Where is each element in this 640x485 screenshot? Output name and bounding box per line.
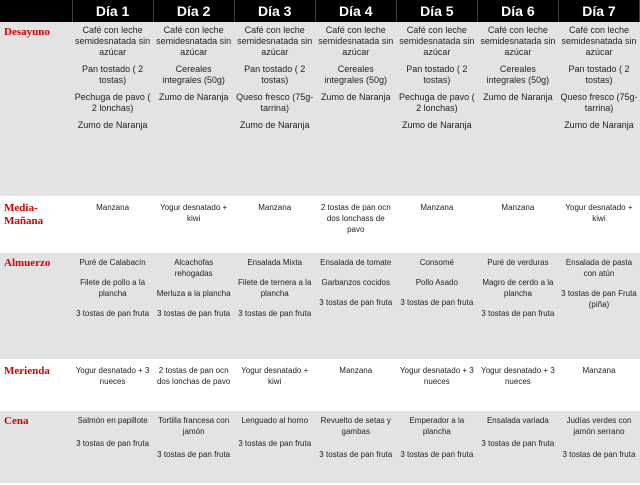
food-item: Manzana — [96, 203, 130, 212]
food-item: 3 tostas de pan fruta — [157, 309, 231, 318]
food-item: 3 tostas de pan fruta — [319, 450, 393, 459]
food-item: Yogur desnatado + 3 nueces — [481, 366, 555, 386]
meal-cell-day-3 — [234, 22, 315, 197]
meal-label: Cena — [0, 410, 72, 484]
food-item: Puré de verduras — [487, 258, 549, 267]
meal-cell-day-3 — [234, 197, 315, 252]
food-item: Pan tostado ( 2 tostas) — [82, 64, 144, 85]
food-item: Manzana — [420, 203, 454, 212]
meal-cell-day-2 — [153, 22, 234, 197]
food-item: 3 tostas de pan fruta — [562, 450, 636, 459]
food-item: Pechuga de pavo ( 2 lonchas) — [399, 92, 475, 113]
food-item: 3 tostas de pan fruta — [319, 298, 393, 307]
food-item: Revuelto de setas y gambas — [320, 416, 391, 436]
meal-cell-day-7 — [558, 360, 639, 410]
food-item: Ensalada Mixta — [247, 258, 303, 267]
meal-cell-day-4 — [315, 197, 396, 252]
food-item: Cereales integrales (50g) — [486, 64, 550, 85]
day-header-6: Día 6 — [477, 0, 558, 22]
meal-label: Desayuno — [0, 22, 72, 197]
meal-cell-day-4 — [315, 360, 396, 410]
meal-cell-day-2 — [153, 410, 234, 484]
food-item: Zumo de Naranja — [564, 120, 634, 130]
header-row — [0, 0, 640, 22]
food-item: Café con leche semidesnatada sin azúcar — [156, 25, 232, 57]
meal-cell-day-6 — [477, 410, 558, 484]
food-item: Garbanzos cocidos — [321, 278, 390, 287]
food-item: Filete de pollo a la plancha — [80, 278, 146, 298]
day-header-3: Día 3 — [234, 0, 315, 22]
food-item: Cereales integrales (50g) — [324, 64, 388, 85]
meal-cell-day-5 — [396, 410, 477, 484]
food-item: 2 tostas de pan ocn dos lonchas de pavo — [156, 366, 231, 386]
meal-cell-day-1 — [72, 360, 153, 410]
food-item: Emperador a la plancha — [409, 416, 465, 436]
meal-cell-day-6 — [477, 360, 558, 410]
food-item: Yogur desnatado + kiwi — [160, 203, 228, 223]
food-item: Manzana — [582, 366, 616, 375]
food-item: 2 tostas de pan ocn dos lonchass de pavo — [320, 203, 391, 234]
meal-cell-day-1 — [72, 410, 153, 484]
meal-cell-day-7 — [558, 410, 639, 484]
food-item: Tortilla francesa con jamón — [158, 416, 230, 436]
food-item: Zumo de Naranja — [77, 120, 148, 130]
food-item: Puré de Calabacín — [79, 258, 146, 267]
food-item: Judías verdes con jamón serrano — [566, 416, 632, 436]
food-item: 3 tostas de pan fruta — [157, 450, 231, 459]
food-item: 3 tostas de pan fruta — [400, 298, 474, 307]
food-item: Queso fresco (75g- tarrina) — [560, 92, 638, 113]
meal-cell-day-5 — [396, 22, 477, 197]
food-item: Café con leche semidesnatada sin azúcar — [237, 25, 313, 57]
meal-cell-day-4 — [315, 22, 396, 197]
food-item: Yogur desnatado + 3 nueces — [75, 366, 150, 386]
food-item: Consomé — [419, 258, 454, 267]
food-item: Yogur desnatado + kiwi — [565, 203, 633, 223]
food-item: Manzana — [258, 203, 292, 212]
food-item: Pan tostado ( 2 tostas) — [406, 64, 468, 85]
food-item: Zumo de Naranja — [239, 120, 310, 130]
food-item: Queso fresco (75g- tarrina) — [236, 92, 314, 113]
food-item: Zumo de Naranja — [158, 92, 229, 102]
meal-cell-day-1 — [72, 22, 153, 197]
meal-cell-day-6 — [477, 252, 558, 360]
food-item: Pan tostado ( 2 tostas) — [568, 64, 630, 85]
day-header-2: Día 2 — [153, 0, 234, 22]
meal-row-desayuno — [0, 22, 640, 197]
meal-cell-day-2 — [153, 252, 234, 360]
day-header-7: Día 7 — [558, 0, 639, 22]
food-item: Cereales integrales (50g) — [162, 64, 225, 85]
meal-cell-day-3 — [234, 360, 315, 410]
food-item: Ensalada de tomate — [320, 258, 392, 267]
day-header-5: Día 5 — [396, 0, 477, 22]
food-item: Café con leche semidesnatada sin azúcar — [561, 25, 637, 57]
food-item: 3 tostas de pan fruta — [400, 450, 474, 459]
food-item: Yogur desnatado + kiwi — [241, 366, 309, 386]
meal-cell-day-5 — [396, 360, 477, 410]
meal-cell-day-4 — [315, 252, 396, 360]
food-item: Café con leche semidesnatada sin azúcar — [318, 25, 394, 57]
meal-row-merienda — [0, 360, 640, 410]
food-item: Ensalada variada — [486, 416, 549, 425]
corner-cell — [0, 0, 72, 22]
meal-row-media-mañana — [0, 197, 640, 252]
food-item: Zumo de Naranja — [320, 92, 391, 102]
meal-cell-day-7 — [558, 197, 639, 252]
food-item: Pan tostado ( 2 tostas) — [244, 64, 306, 85]
food-item: Manzana — [339, 366, 373, 375]
food-item: Merluza a la plancha — [156, 289, 231, 298]
meal-cell-day-1 — [72, 252, 153, 360]
meal-cell-day-5 — [396, 197, 477, 252]
food-item: Salmón en papillote — [77, 416, 148, 425]
meal-cell-day-4 — [315, 410, 396, 484]
food-item: Café con leche semidesnatada sin azúcar — [75, 25, 151, 57]
food-item: Pollo Asado — [415, 278, 458, 287]
meal-label: Media-Mañana — [0, 197, 72, 252]
meal-row-almuerzo — [0, 252, 640, 360]
meal-label: Almuerzo — [0, 252, 72, 360]
meal-cell-day-6 — [477, 22, 558, 197]
food-item: Filete de ternera a la plancha — [238, 278, 312, 298]
meal-cell-day-2 — [153, 360, 234, 410]
meal-cell-day-2 — [153, 197, 234, 252]
food-item: 3 tostas de pan fruta — [238, 309, 312, 318]
food-item: 3 tostas de pan fruta — [238, 439, 312, 448]
food-item: 3 tostas de pan fruta — [76, 309, 150, 318]
day-header-1: Día 1 — [72, 0, 153, 22]
meal-cell-day-7 — [558, 252, 639, 360]
meal-cell-day-3 — [234, 410, 315, 484]
meal-cell-day-1 — [72, 197, 153, 252]
food-item: Lenguado al horno — [241, 416, 309, 425]
meal-cell-day-6 — [477, 197, 558, 252]
meal-cell-day-7 — [558, 22, 639, 197]
food-item: Zumo de Naranja — [483, 92, 553, 102]
food-item: Alcachofas rehogadas — [174, 258, 214, 278]
food-item: Manzana — [501, 203, 535, 212]
food-item: 3 tostas de pan fruta — [76, 439, 150, 448]
food-item: 3 tostas de pan fruta — [481, 309, 555, 318]
meal-cell-day-3 — [234, 252, 315, 360]
meal-row-cena — [0, 410, 640, 484]
day-header-4: Día 4 — [315, 0, 396, 22]
food-item: Ensalada de pasta con atún — [565, 258, 633, 278]
food-item: 3 tostas de pan fruta — [481, 439, 555, 448]
food-item: Magro de cerdo a la plancha — [482, 278, 554, 298]
food-item: Yogur desnatado + 3 nueces — [399, 366, 474, 386]
food-item: Zumo de Naranja — [402, 120, 472, 130]
meal-label: Merienda — [0, 360, 72, 410]
food-item: Café con leche semidesnatada sin azúcar — [399, 25, 475, 57]
food-item: 3 tostas de pan Fruta (piña) — [561, 289, 637, 309]
food-item: Pechuga de pavo ( 2 lonchas) — [74, 92, 151, 113]
meal-cell-day-5 — [396, 252, 477, 360]
food-item: Café con leche semidesnatada sin azúcar — [480, 25, 556, 57]
